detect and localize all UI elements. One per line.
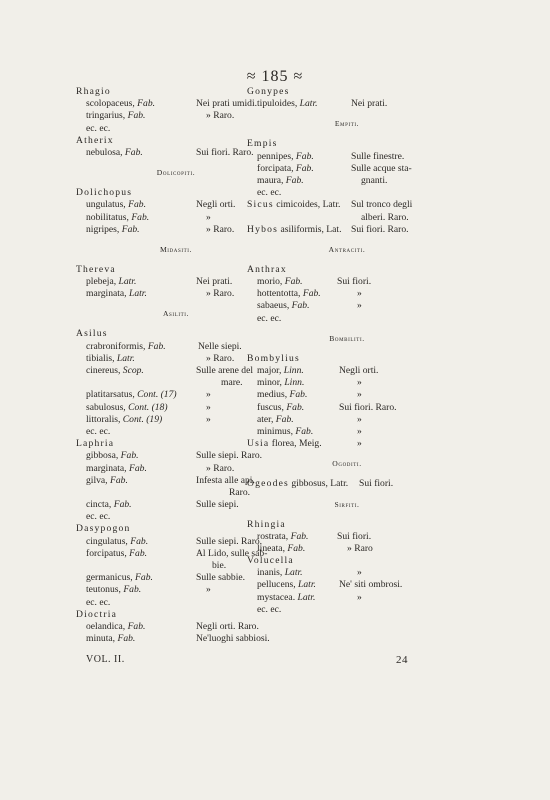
author-name: Lat. xyxy=(326,223,342,235)
ornament-right: ≈ xyxy=(293,68,304,85)
author-name: Fab. xyxy=(284,276,303,288)
species-name: ater, xyxy=(257,413,276,425)
author-name: Latr. xyxy=(118,276,137,288)
list-item xyxy=(76,609,276,621)
genus-name: Anthrax xyxy=(247,263,287,275)
list-item xyxy=(247,426,447,438)
genus-name: Atherix xyxy=(76,134,114,146)
species-entry xyxy=(247,199,340,210)
genus-name: Dolichopus xyxy=(76,187,133,199)
species-entry xyxy=(76,499,132,510)
list-item xyxy=(76,548,276,560)
genus-name: Laphria xyxy=(76,438,115,450)
species-entry xyxy=(76,584,141,595)
author-name: Fab. xyxy=(128,462,147,474)
species-name: inanis, xyxy=(257,567,285,579)
list-item xyxy=(76,276,276,288)
habitat-note: Ne' siti ombrosi. xyxy=(339,579,403,591)
author-name: Latr. xyxy=(116,352,135,364)
species-name: littoralis, xyxy=(86,413,123,425)
habitat-note: alberi. Raro. xyxy=(361,211,409,223)
habitat-note: » xyxy=(357,389,362,401)
species-entry xyxy=(76,548,147,559)
author-name: Fab. xyxy=(295,150,314,162)
list-item xyxy=(76,223,279,236)
habitat-note: » xyxy=(357,591,362,603)
section-heading: Asiliti. xyxy=(162,309,190,319)
author-name: Fab. xyxy=(129,547,148,559)
habitat-note: Sui fiori. Raro. xyxy=(351,223,409,235)
list-item xyxy=(247,389,447,401)
author-name: Latr. xyxy=(297,591,316,603)
list-item xyxy=(247,438,447,450)
species-entry xyxy=(76,212,149,223)
species-entry xyxy=(76,365,144,376)
list-item xyxy=(247,567,447,579)
list-item xyxy=(76,475,276,487)
author-name: Fab. xyxy=(109,474,128,486)
genus-name: Usia xyxy=(247,438,270,450)
species-entry xyxy=(76,224,140,235)
section-heading: Sirfiti. xyxy=(334,499,360,509)
list-item xyxy=(76,389,276,401)
species-name: crabroniformis, xyxy=(86,340,148,352)
habitat-note: » Raro xyxy=(347,542,373,554)
list-item xyxy=(76,365,276,377)
author-name: Fab. xyxy=(289,389,308,401)
species-name: minimus, xyxy=(257,425,296,437)
author-name: Latr. xyxy=(299,98,318,110)
list-item xyxy=(76,98,276,110)
habitat-note: Sui fiori. Raro. xyxy=(339,401,397,413)
list-item xyxy=(76,328,276,340)
species-name: minor, xyxy=(257,377,285,389)
list-item xyxy=(76,123,276,135)
habitat-note: Sulle finestre. xyxy=(351,150,405,162)
list-item xyxy=(247,86,447,98)
right-column xyxy=(247,86,447,616)
genus-name: Bombylius xyxy=(247,352,300,364)
species-entry xyxy=(76,276,136,287)
author-name: Cont. (19) xyxy=(122,413,163,425)
habitat-note: Sulle siepi. Raro. xyxy=(196,450,263,462)
author-name: Fab. xyxy=(131,211,150,223)
genus-name: Sicus xyxy=(247,199,274,211)
list-item xyxy=(247,519,447,531)
list-item xyxy=(76,288,276,300)
species-name: medius, xyxy=(257,389,290,401)
habitat-note: bie. xyxy=(212,560,227,571)
author-name: Fab. xyxy=(295,162,314,174)
habitat-note: Sulle arene del xyxy=(196,365,254,376)
habitat-note: » xyxy=(357,567,362,579)
species-entry xyxy=(76,98,155,109)
list-item xyxy=(247,187,447,199)
list-item xyxy=(247,276,447,288)
habitat-note: Sui fiori. xyxy=(337,530,372,542)
list-item xyxy=(76,438,276,450)
species-entry xyxy=(247,414,294,425)
etc-text: ec. ec. xyxy=(257,312,282,324)
author-name: Fab. xyxy=(135,572,153,584)
author-name: Fab. xyxy=(128,199,146,211)
species-name: platitarsatus, xyxy=(86,389,138,401)
species-name: scolopaceus, xyxy=(86,98,138,110)
species-entry xyxy=(76,450,139,461)
species-name: nobilitatus, xyxy=(86,211,132,223)
habitat-note: » xyxy=(206,401,211,413)
species-name: cinereus, xyxy=(86,365,123,376)
species-entry xyxy=(247,567,303,578)
page-number: 185 xyxy=(261,68,289,85)
habitat-note: » Raro. xyxy=(206,462,235,474)
habitat-note: Raro. xyxy=(229,486,251,498)
species-name: rostrata, xyxy=(257,530,291,542)
genus-name: Rhingia xyxy=(247,518,286,530)
author-name: Latr. xyxy=(322,199,341,211)
list-item xyxy=(76,110,276,122)
list-item xyxy=(76,560,276,572)
list-item xyxy=(76,499,276,511)
habitat-note: » xyxy=(357,288,362,300)
author-name: Fab. xyxy=(124,146,143,158)
species-entry xyxy=(247,365,304,376)
etc-text: ec. ec. xyxy=(257,603,282,615)
habitat-note: Sulle sabbie. xyxy=(196,572,246,584)
species-name: sabulosus, xyxy=(86,401,129,413)
species-name: morio, xyxy=(257,276,285,288)
species-entry xyxy=(247,98,318,109)
list-item xyxy=(247,592,447,604)
genus-name: Asilus xyxy=(76,328,108,340)
species-entry xyxy=(76,353,135,364)
etc-text: ec. ec. xyxy=(86,596,111,608)
species-name: florea, xyxy=(269,438,299,450)
species-name: tibialis, xyxy=(86,352,117,364)
list-item xyxy=(76,584,276,596)
list-item xyxy=(76,86,276,98)
habitat-note: » xyxy=(206,211,211,223)
genus-name: Empis xyxy=(247,138,278,150)
section-heading: Midasiti. xyxy=(159,244,193,254)
genus-name: Rhagio xyxy=(76,86,111,97)
author-name: Fab. xyxy=(123,584,142,596)
species-entry xyxy=(247,579,316,590)
species-name: tringarius, xyxy=(86,110,128,122)
genus-name: Dioctria xyxy=(76,608,118,620)
species-entry xyxy=(76,147,143,158)
species-name: cingulatus, xyxy=(86,535,131,547)
species-name: ungulatus, xyxy=(86,199,129,211)
author-name: Latr. xyxy=(284,567,303,579)
list-item xyxy=(247,377,447,389)
section-heading: Ogoditi. xyxy=(332,459,362,469)
species-name: gilva, xyxy=(86,474,110,486)
habitat-note: » xyxy=(357,300,362,312)
habitat-note: » xyxy=(357,425,362,437)
species-entry xyxy=(247,276,303,287)
list-item xyxy=(247,543,447,555)
habitat-note: Sulle siepi. xyxy=(196,499,239,511)
volume-label: VOL. II. xyxy=(86,654,125,665)
list-item xyxy=(76,341,276,353)
list-item xyxy=(247,478,447,490)
habitat-note: Al Lido, sulle sab- xyxy=(196,547,268,559)
list-item xyxy=(247,402,447,414)
list-item xyxy=(76,621,276,633)
habitat-note: Infesta alle api. xyxy=(196,474,255,486)
list-item xyxy=(247,531,447,543)
author-name: Fab. xyxy=(130,535,149,547)
genus-name: Volucella xyxy=(247,555,294,567)
list-item xyxy=(247,365,447,377)
species-name: marginata, xyxy=(86,462,129,474)
species-name: forcipatus, xyxy=(86,547,130,559)
list-item xyxy=(247,138,447,150)
habitat-note: » Raro. xyxy=(206,288,235,300)
species-name: marginata, xyxy=(86,288,129,300)
species-name: lineata, xyxy=(257,542,288,554)
species-entry xyxy=(247,543,305,554)
genus-name: Ogeodes xyxy=(247,478,289,490)
species-entry xyxy=(247,288,321,299)
list-item xyxy=(247,264,447,276)
species-name: oelandica, xyxy=(86,620,128,632)
habitat-note: Ne'luoghi sabbiosi. xyxy=(196,633,270,645)
species-entry xyxy=(247,175,304,186)
species-name: hottentotta, xyxy=(257,288,303,300)
list-item xyxy=(247,212,447,224)
species-entry xyxy=(247,163,314,174)
species-name: forcipata, xyxy=(257,162,296,174)
habitat-note: » xyxy=(357,438,362,450)
list-item xyxy=(247,224,447,236)
species-entry xyxy=(76,536,148,547)
author-name: Fab. xyxy=(290,530,309,542)
section-heading: Bombiliti. xyxy=(329,333,365,343)
author-name: Cont. (18) xyxy=(128,401,168,413)
etc-text: ec. ec. xyxy=(257,187,282,199)
author-name: Fab. xyxy=(295,425,314,437)
species-name: nebulosa, xyxy=(86,146,125,158)
author-name: Fab. xyxy=(286,401,305,413)
section-heading: Antraciti. xyxy=(328,244,366,254)
species-entry xyxy=(247,377,304,388)
author-name: Cont. (17) xyxy=(137,389,177,401)
list-item xyxy=(76,353,276,365)
list-item xyxy=(247,300,447,312)
species-name: plebeja, xyxy=(86,276,119,288)
author-name: Fab. xyxy=(287,542,306,554)
list-item xyxy=(76,572,276,584)
habitat-note: Sul tronco degli xyxy=(351,199,413,211)
author-name: Fab. xyxy=(113,499,132,511)
author-name: Latr. xyxy=(128,288,147,300)
habitat-note: Sulle acque sta- xyxy=(351,162,412,174)
list-item xyxy=(76,187,276,199)
author-name: Fab. xyxy=(285,174,304,186)
species-entry xyxy=(76,633,135,644)
habitat-note: gnanti. xyxy=(361,174,388,186)
habitat-note: » xyxy=(206,584,211,596)
species-name: tipuloides, xyxy=(257,98,300,110)
species-name: fuscus, xyxy=(257,401,287,413)
list-item xyxy=(76,402,276,414)
habitat-note: » xyxy=(357,413,362,425)
author-name: Fab. xyxy=(302,288,321,300)
species-entry xyxy=(76,402,168,413)
species-entry xyxy=(76,414,162,425)
species-name: germanicus, xyxy=(86,572,136,584)
habitat-note: » Raro. xyxy=(206,223,235,235)
species-entry xyxy=(247,151,314,162)
list-item xyxy=(247,199,447,211)
author-name: Latr. xyxy=(298,579,316,591)
species-entry xyxy=(76,199,146,210)
list-item xyxy=(76,199,276,211)
list-item xyxy=(247,98,447,110)
species-entry xyxy=(76,475,128,486)
list-item xyxy=(76,147,276,159)
habitat-note: Sui fiori. xyxy=(337,276,372,288)
list-item xyxy=(247,151,447,163)
species-name: cimicoides, xyxy=(273,199,323,211)
list-item xyxy=(76,134,278,150)
list-item xyxy=(247,414,447,426)
species-entry xyxy=(247,402,304,413)
habitat-note: Sui fiori. Raro. xyxy=(196,146,254,158)
genus-name: Thereva xyxy=(76,263,116,275)
species-name: maura, xyxy=(257,174,286,186)
species-entry xyxy=(247,478,348,489)
etc-text: ec. ec. xyxy=(86,511,111,523)
species-entry xyxy=(247,426,313,437)
habitat-note: Nelle siepi. xyxy=(198,340,242,352)
list-item xyxy=(247,555,447,567)
author-name: Linn. xyxy=(283,365,304,376)
species-name: pellucens, xyxy=(257,579,299,591)
list-item xyxy=(76,450,276,462)
species-name: mystacea. xyxy=(257,591,298,603)
author-name: Fab. xyxy=(121,223,140,235)
habitat-note: » xyxy=(206,389,211,401)
list-item xyxy=(247,579,447,591)
genus-name: Gonypes xyxy=(247,86,290,97)
etc-text: ec. ec. xyxy=(86,425,111,437)
species-name: asiliformis, xyxy=(278,223,327,235)
habitat-note: » Raro. xyxy=(206,352,235,364)
habitat-note: Negli orti. Raro. xyxy=(196,620,259,632)
habitat-note: Sui fiori. xyxy=(359,478,394,490)
list-item xyxy=(247,313,447,325)
species-name: teutonus, xyxy=(86,584,124,596)
list-item xyxy=(76,426,276,438)
species-entry xyxy=(76,463,147,474)
habitat-note: Sulle siepi. Raro. xyxy=(196,535,263,547)
list-item xyxy=(76,633,276,645)
species-entry xyxy=(247,224,341,235)
species-entry xyxy=(247,592,315,603)
species-name: pennipes, xyxy=(257,150,296,162)
species-name: nigripes, xyxy=(86,223,122,235)
species-entry xyxy=(76,572,153,583)
genus-name: Dasypogon xyxy=(76,523,131,535)
habitat-note: Nei prati. xyxy=(196,276,233,288)
species-name: major, xyxy=(257,365,284,376)
author-name: Fab. xyxy=(127,620,146,632)
species-entry xyxy=(247,438,322,449)
habitat-note: Negli orti. xyxy=(339,365,379,376)
habitat-note: Negli orti. xyxy=(196,199,236,211)
species-name: gibbosus, xyxy=(288,478,331,490)
author-name: Latr. xyxy=(330,478,349,490)
author-name: Fab. xyxy=(127,110,146,122)
etc-text: ec. ec. xyxy=(86,122,111,134)
author-name: Linn. xyxy=(284,377,305,389)
list-item xyxy=(76,511,276,523)
habitat-note: Nei prati umidi. xyxy=(196,98,258,110)
species-entry xyxy=(76,341,166,352)
author-name: Fab. xyxy=(120,450,139,462)
species-name: cincta, xyxy=(86,499,114,511)
habitat-note: » xyxy=(206,413,211,425)
author-name: Fab. xyxy=(137,98,156,110)
author-name: Fab. xyxy=(275,413,294,425)
species-name: gibbosa, xyxy=(86,450,121,462)
species-entry xyxy=(76,389,177,400)
habitat-note: Nei prati. xyxy=(351,98,388,110)
author-name: Fab. xyxy=(117,633,136,645)
list-item xyxy=(76,377,276,389)
list-item xyxy=(76,536,276,548)
species-entry xyxy=(76,288,147,299)
list-item xyxy=(76,597,276,609)
species-entry xyxy=(76,110,145,121)
list-item xyxy=(247,604,447,616)
list-item xyxy=(76,463,276,475)
species-name: sabaeus, xyxy=(257,300,292,312)
species-name: minuta, xyxy=(86,633,118,645)
signature-mark: 24 xyxy=(396,654,408,666)
author-name: Meig. xyxy=(298,438,322,450)
author-name: Scop. xyxy=(122,365,144,376)
list-item xyxy=(247,353,447,365)
habitat-note: » Raro. xyxy=(206,110,235,122)
list-item xyxy=(76,264,276,276)
habitat-note: » xyxy=(357,377,362,389)
list-item xyxy=(76,523,276,535)
list-item xyxy=(247,163,447,175)
species-entry xyxy=(247,300,310,311)
page-header xyxy=(0,68,550,86)
list-item xyxy=(76,487,276,499)
section-heading: Empiti. xyxy=(334,119,360,129)
list-item xyxy=(76,212,276,224)
ornament-left: ≈ xyxy=(246,68,257,85)
list-item xyxy=(247,288,447,300)
genus-name: Hybos xyxy=(247,223,279,235)
species-entry xyxy=(76,621,145,632)
author-name: Fab. xyxy=(147,340,166,352)
section-heading: Dolicopiti. xyxy=(156,168,196,178)
list-item xyxy=(247,175,447,187)
author-name: Fab. xyxy=(291,300,310,312)
habitat-note: mare. xyxy=(221,377,243,389)
list-item xyxy=(76,414,276,426)
species-entry xyxy=(247,389,307,400)
species-entry xyxy=(247,531,308,542)
